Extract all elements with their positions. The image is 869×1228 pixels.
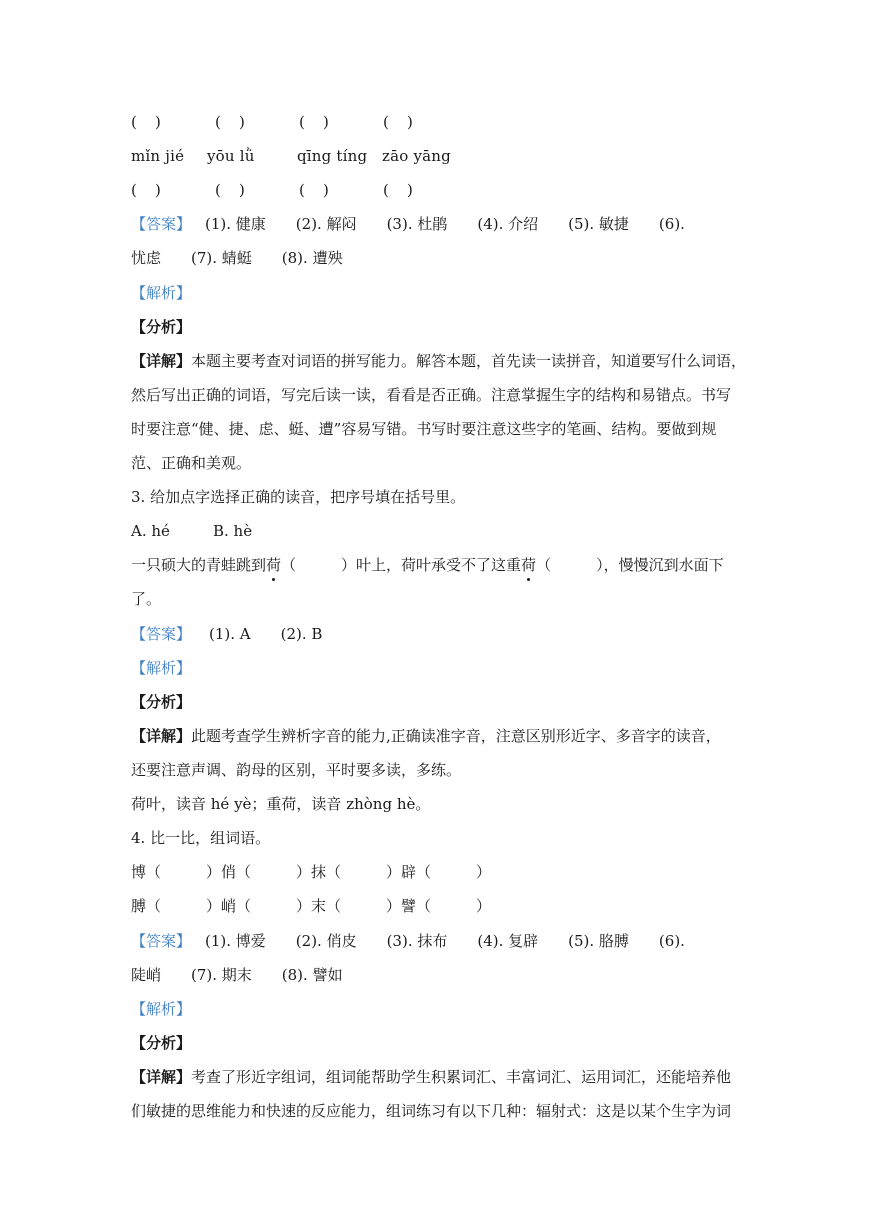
answer-line-2: 陡峭 (7). 期末 (8). 譬如 [131,966,343,984]
paren-close: ) [407,113,413,131]
detail-line [131,1067,741,1087]
detail-text: 此题考查学生辨析字音的能力,正确读准字音，注意区别形近字、多音字的读音， [191,727,721,745]
paren-open: ( [215,181,221,199]
detail-text: 本题主要考查对词语的拼写能力。解答本题，首先读一读拼音，知道要写什么词语， [191,352,747,370]
pinyin-item: zāo yāng [382,147,451,165]
pinyin-row [131,146,741,166]
detail-line: 还要注意声调、韵母的区别，平时要多读，多练。 [131,761,462,779]
fenxi-tag: 【分析】 [131,318,192,336]
answer-tag: 【答案】 [131,932,192,950]
detail-line: 时要注意“健、捷、虑、蜓、遭”容易写错。书写时要注意这些字的笔画、结构。要做到规 [131,420,717,438]
paren-close: ) [407,181,413,199]
sentence-text: 一只硕大的青蛙跳到 [131,556,267,574]
detail-tag: 【详解】 [131,1068,192,1086]
paren-row-2 [131,180,741,200]
answer-line [131,214,741,234]
question-3: 3. 给加点字选择正确的读音，把序号填在括号里。 [131,488,466,506]
detail-tag: 【详解】 [131,352,192,370]
word-row-1: 博（ ）俏（ ）抹（ ）辟（ ） [131,863,492,881]
detail-line: 们敏捷的思维能力和快速的反应能力，组词练习有以下几种：辐射式：这是以某个生字为词 [131,1102,732,1120]
fenxi-tag: 【分析】 [131,1034,192,1052]
pinyin-item: mǐn jié [131,147,185,165]
paren-open: ( [131,181,137,199]
detail-line: 范、正确和美观。 [131,454,252,472]
answer-tag: 【答案】 [131,625,192,643]
paren-close: ) [155,181,161,199]
detail-text: 考查了形近字组词，组词能帮助学生积累词汇、丰富词汇、运用词汇，还能培养他 [191,1068,732,1086]
reading-line: 荷叶，读音 hé yè；重荷，读音 zhòng hè。 [131,795,431,813]
dotted-char: 荷 [521,556,537,574]
paren-open: ( [131,113,137,131]
paren-open: ( [383,181,389,199]
detail-line: 然后写出正确的词语，写完后读一读，看看是否正确。注意掌握生字的结构和易错点。书写 [131,386,732,404]
paren-close: ) [323,113,329,131]
option-a: A. hé [131,522,170,540]
paren-close: ) [239,181,245,199]
paren-row-1 [131,112,741,132]
answer-text: (1). 健康 (2). 解闷 (3). 杜鹃 (4). 介绍 (5). 敏捷 (6). [205,215,685,233]
sentence-line-2: 了。 [131,590,162,608]
question-4: 4. 比一比，组词语。 [131,829,271,847]
jiexi-tag: 【解析】 [131,284,192,302]
option-b: B. hè [213,522,253,540]
detail-line [131,351,747,371]
sentence-line [131,555,741,575]
detail-line [131,726,741,746]
jiexi-tag: 【解析】 [131,659,192,677]
jiexi-tag: 【解析】 [131,1000,192,1018]
options-row [131,521,741,541]
answer-tag: 【答案】 [131,215,192,233]
pinyin-item: yōu lǜ [207,147,255,165]
pinyin-item: qīng tíng [297,147,368,165]
sentence-text: （ ）叶上，荷叶承受不了这重 [281,556,522,574]
paren-open: ( [383,113,389,131]
paren-close: ) [323,181,329,199]
answer-line [131,931,741,951]
answer-text: (1). 博爱 (2). 俏皮 (3). 抹布 (4). 复辟 (5). 胳膊 (6). [205,932,685,950]
answer-line [131,624,741,644]
paren-open: ( [299,113,305,131]
paren-close: ) [239,113,245,131]
dotted-char: 荷 [266,556,282,574]
word-row-2: 膊（ ）峭（ ）末（ ）譬（ ） [131,897,492,915]
fenxi-tag: 【分析】 [131,693,192,711]
sentence-text: （ ），慢慢沉到水面下 [536,556,724,574]
answer-text: (1). A (2). B [209,625,323,643]
detail-tag: 【详解】 [131,727,192,745]
paren-open: ( [215,113,221,131]
paren-open: ( [299,181,305,199]
answer-line-2: 忧虑 (7). 蜻蜓 (8). 遭殃 [131,249,343,267]
paren-close: ) [155,113,161,131]
